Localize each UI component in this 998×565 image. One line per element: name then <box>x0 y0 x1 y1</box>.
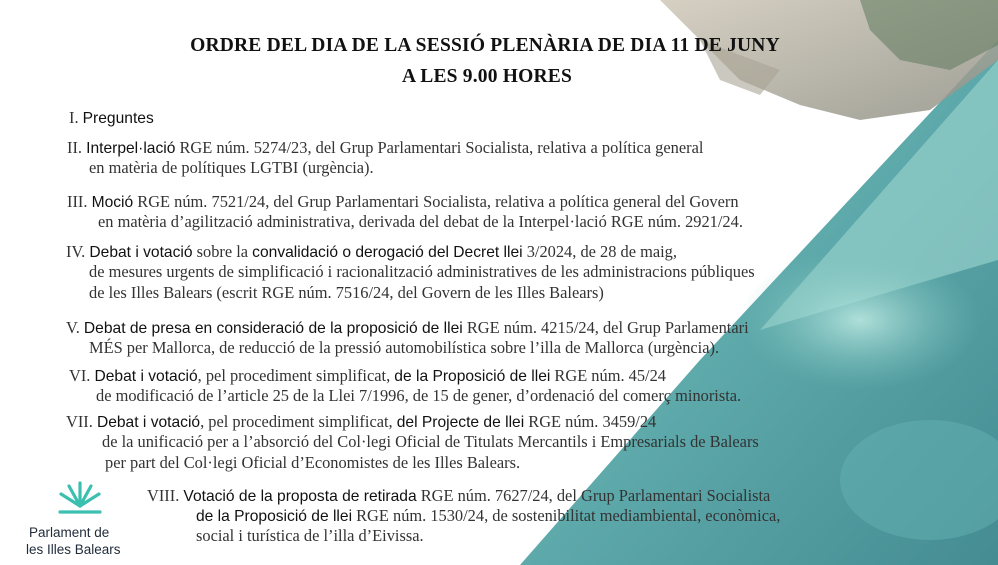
agenda-text: V. <box>66 318 84 337</box>
agenda-text: per part del Col·legi Oficial d’Economistes de les Illes Balears. <box>105 453 521 472</box>
agenda-text: en matèria de polítiques LGTBI (urgència). <box>89 158 374 177</box>
agenda-bold-text: de la Proposició de llei <box>394 368 551 385</box>
agenda-item-1-line-1 <box>69 108 154 129</box>
agenda-text: VI. <box>69 366 95 385</box>
parliament-logo <box>25 480 135 560</box>
agenda-bold-text: Votació de la proposta de retirada <box>183 488 417 505</box>
agenda-item-8-line-3 <box>196 526 424 546</box>
agenda-text: VIII. <box>147 486 184 505</box>
agenda-bold-text: Interpel·lació <box>86 140 176 157</box>
agenda-text: de mesures urgents de simplificació i racionalització administratives de les administracions públiques <box>89 262 755 281</box>
agenda-item-4-line-1 <box>66 242 677 263</box>
agenda-text: RGE núm. 1530/24, de sostenibilitat mediambiental, econòmica, <box>352 506 781 525</box>
agenda-text: RGE núm. 4215/24, del Grup Parlamentari <box>462 318 749 337</box>
agenda-text: VII. <box>66 412 97 431</box>
agenda-text: en matèria d’agilització administrativa, derivada del debat de la Interpel·lació RGE núm. 2921/24. <box>98 212 743 231</box>
agenda-item-5-line-2 <box>89 338 719 358</box>
agenda-text: III. <box>67 192 92 211</box>
agenda-item-5-line-1 <box>66 318 749 339</box>
agenda-item-2-line-1 <box>67 138 703 159</box>
agenda-item-7-line-2 <box>102 432 759 452</box>
agenda-bold-text: del Projecte de llei <box>396 414 525 431</box>
agenda-item-7-line-1 <box>66 412 656 433</box>
agenda-text: RGE núm. 3459/24 <box>524 412 657 431</box>
agenda-text: MÉS per Mallorca, de reducció de la pressió automobilística sobre l’illa de Mallorca (urgència). <box>89 338 720 357</box>
agenda-text: sobre la <box>192 242 253 261</box>
sunrise-icon <box>57 480 103 516</box>
shallow-water <box>740 250 980 390</box>
agenda-text: 3/2024, de 28 de maig, <box>522 242 677 261</box>
agenda-text: RGE núm. 7627/24, del Grup Parlamentari Socialista <box>416 486 771 505</box>
page-title-line-2: A LES 9.00 HORES <box>401 66 573 87</box>
agenda-bold-text: Debat i votació <box>94 368 198 385</box>
agenda-item-3-line-2 <box>98 212 743 232</box>
agenda-text: de la unificació per a l’absorció del Col·legi Oficial de Titulats Mercantils i Empresarials de Balears <box>102 432 759 451</box>
agenda-bold-text: de la Proposició de llei <box>196 508 353 525</box>
agenda-bold-text: convalidació o derogació del Decret llei <box>252 244 523 261</box>
agenda-item-2-line-2 <box>89 158 374 178</box>
agenda-bold-text: Preguntes <box>82 110 154 127</box>
agenda-text: de les Illes Balears (escrit RGE núm. 7516/24, del Govern de les Illes Balears) <box>89 283 604 302</box>
agenda-item-6-line-1 <box>69 366 666 387</box>
agenda-text: II. <box>67 138 87 157</box>
agenda-bold-text: Debat de presa en consideració de la proposició de llei <box>83 320 463 337</box>
logo-text-line-1: Parlament de <box>29 525 110 540</box>
agenda-item-4-line-2 <box>89 262 755 282</box>
logo-text-line-2: les Illes Balears <box>26 542 121 557</box>
agenda-text: , pel procediment simplificat, <box>197 366 395 385</box>
agenda-text: RGE núm. 7521/24, del Grup Parlamentari Socialista, relativa a política general del Govern <box>133 192 739 211</box>
agenda-text: , pel procediment simplificat, <box>200 412 397 431</box>
agenda-item-4-line-3 <box>89 283 604 303</box>
agenda-text: RGE núm. 45/24 <box>550 366 666 385</box>
agenda-item-8-line-2 <box>196 506 780 527</box>
agenda-text: I. <box>69 108 83 127</box>
agenda-item-3-line-1 <box>67 192 739 213</box>
agenda-item-8-line-1 <box>147 486 770 507</box>
agenda-item-6-line-2 <box>96 386 741 406</box>
agenda-text: IV. <box>66 242 90 261</box>
page-title-line-1: ORDRE DEL DIA DE LA SESSIÓ PLENÀRIA DE DIA 11 DE JUNY <box>190 35 780 56</box>
agenda-bold-text: Moció <box>91 194 134 211</box>
agenda-item-7-line-3 <box>105 453 520 473</box>
agenda-text: RGE núm. 5274/23, del Grup Parlamentari Socialista, relativa a política general <box>175 138 704 157</box>
agenda-text: de modificació de l’article 25 de la Llei 7/1996, de 15 de gener, d’ordenació del comerç minorista. <box>96 386 742 405</box>
agenda-bold-text: Debat i votació <box>89 244 193 261</box>
agenda-text: social i turística de l’illa d’Eivissa. <box>196 526 424 545</box>
agenda-bold-text: Debat i votació <box>96 414 201 431</box>
